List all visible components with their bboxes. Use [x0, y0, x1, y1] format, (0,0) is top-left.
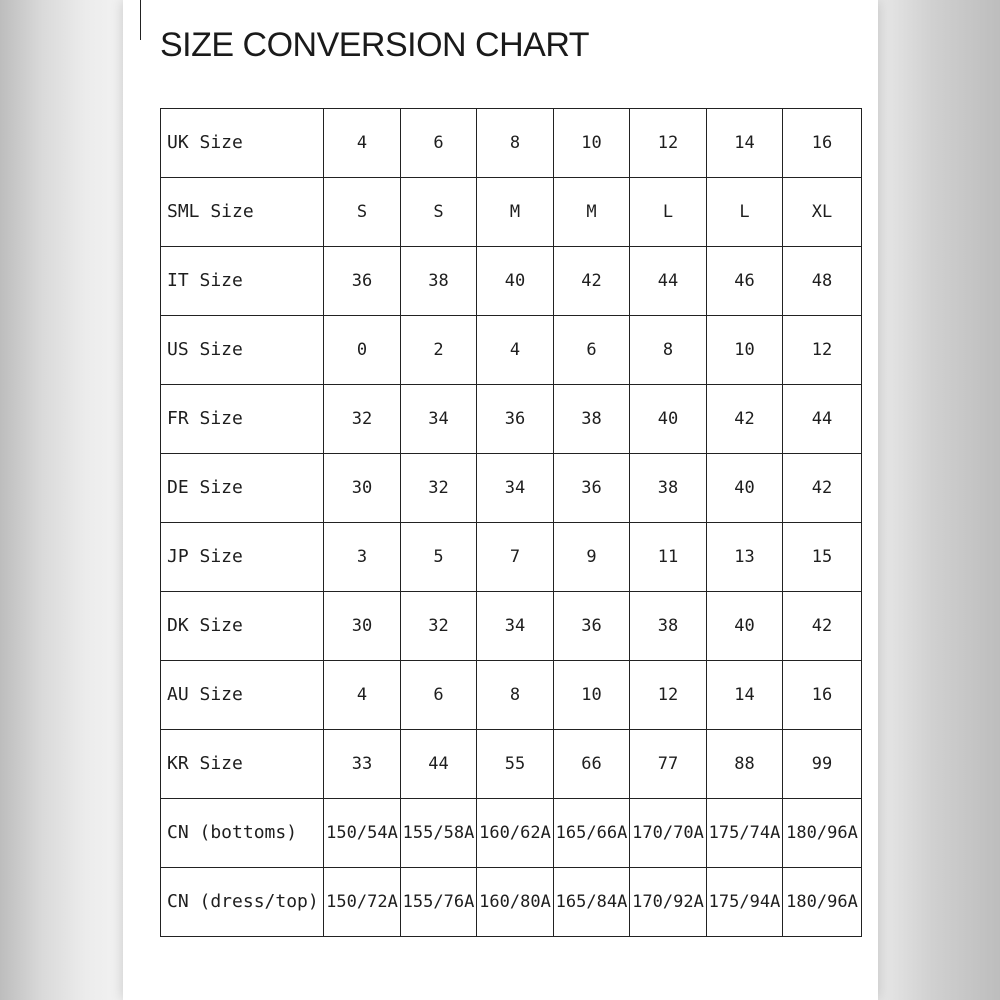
size-cell — [783, 661, 862, 730]
size-value: 33 — [351, 754, 373, 774]
size-cell — [783, 523, 862, 592]
row-label: CN (dress/top) — [167, 891, 319, 912]
size-value: 66 — [581, 754, 602, 774]
row-label: DK Size — [167, 615, 243, 636]
size-value: 160/62A — [479, 823, 551, 843]
size-value: 42 — [734, 409, 755, 429]
size-value: 40 — [504, 271, 526, 291]
size-cell — [630, 868, 707, 937]
size-value: 4 — [509, 340, 521, 360]
size-value: 175/74A — [708, 823, 781, 843]
size-cell — [783, 178, 862, 247]
size-value: M — [509, 202, 521, 222]
size-value: 42 — [811, 478, 833, 498]
row-label: DE Size — [167, 477, 243, 498]
size-value: 36 — [581, 478, 602, 498]
row-label: SML Size — [167, 201, 254, 222]
size-value: 16 — [811, 133, 833, 153]
size-value: 14 — [734, 133, 755, 153]
size-value: 13 — [734, 547, 755, 567]
size-cell — [630, 454, 707, 523]
size-cell — [554, 592, 630, 661]
size-cell — [783, 454, 862, 523]
size-cell — [554, 178, 630, 247]
size-value: 16 — [811, 685, 833, 705]
size-value: S — [356, 202, 368, 222]
size-value: 40 — [657, 409, 679, 429]
size-cell — [324, 661, 401, 730]
size-value: 170/70A — [632, 823, 704, 843]
size-cell — [324, 109, 401, 178]
decorative-rule — [140, 0, 141, 40]
size-value: 8 — [662, 340, 674, 360]
row-label-cell — [161, 385, 324, 454]
size-cell — [630, 247, 707, 316]
size-value: 34 — [428, 409, 449, 429]
size-cell — [401, 592, 477, 661]
size-value: 175/94A — [708, 892, 781, 912]
size-value: 150/72A — [326, 892, 398, 912]
size-cell — [554, 661, 630, 730]
size-cell — [707, 661, 783, 730]
background-right-panel — [878, 0, 1000, 1000]
size-cell — [477, 868, 554, 937]
row-label: KR Size — [167, 753, 243, 774]
size-cell — [477, 661, 554, 730]
size-cell — [630, 799, 707, 868]
row-label-cell — [161, 109, 324, 178]
size-cell — [783, 247, 862, 316]
table-row — [161, 592, 862, 661]
size-cell — [401, 454, 477, 523]
size-value: 30 — [351, 478, 373, 498]
size-cell — [554, 523, 630, 592]
size-value: 165/66A — [555, 823, 628, 843]
size-cell — [477, 523, 554, 592]
size-value: 55 — [504, 754, 526, 774]
size-value: 165/84A — [555, 892, 628, 912]
size-value: 8 — [509, 685, 521, 705]
table-body — [161, 109, 862, 937]
size-cell — [324, 592, 401, 661]
size-cell — [401, 247, 477, 316]
size-cell — [707, 247, 783, 316]
size-value: 36 — [581, 616, 602, 636]
size-cell — [630, 523, 707, 592]
size-value: 3 — [356, 547, 368, 567]
size-value: 38 — [657, 478, 679, 498]
size-value: S — [433, 202, 444, 222]
row-label: IT Size — [167, 270, 243, 291]
size-cell — [707, 178, 783, 247]
size-value: 30 — [351, 616, 373, 636]
size-cell — [630, 730, 707, 799]
size-cell — [324, 247, 401, 316]
size-value: 15 — [811, 547, 833, 567]
size-cell — [401, 316, 477, 385]
size-cell — [401, 661, 477, 730]
size-cell — [477, 799, 554, 868]
size-value: 46 — [734, 271, 755, 291]
size-value: XL — [811, 202, 833, 222]
size-value: 155/58A — [402, 823, 475, 843]
size-value: 0 — [356, 340, 368, 360]
size-conversion-table — [160, 108, 862, 937]
size-cell — [783, 385, 862, 454]
size-cell — [707, 523, 783, 592]
row-label: UK Size — [167, 132, 243, 153]
size-cell — [324, 799, 401, 868]
size-value: 6 — [433, 133, 444, 153]
size-value: 36 — [351, 271, 373, 291]
size-value: 10 — [734, 340, 755, 360]
table-row — [161, 109, 862, 178]
size-value: 160/80A — [479, 892, 551, 912]
table-row — [161, 661, 862, 730]
size-cell — [477, 454, 554, 523]
size-value: 42 — [811, 616, 833, 636]
table-row — [161, 454, 862, 523]
size-cell — [630, 316, 707, 385]
size-cell — [707, 454, 783, 523]
size-value: 77 — [657, 754, 679, 774]
size-cell — [783, 316, 862, 385]
size-value: 44 — [811, 409, 833, 429]
size-value: 14 — [734, 685, 755, 705]
size-value: 170/92A — [632, 892, 704, 912]
size-cell — [707, 592, 783, 661]
size-cell — [401, 523, 477, 592]
size-cell — [324, 178, 401, 247]
size-cell — [630, 109, 707, 178]
size-value: 4 — [356, 685, 368, 705]
size-cell — [630, 661, 707, 730]
size-value: 12 — [657, 685, 679, 705]
size-value: 99 — [811, 754, 833, 774]
size-value: 12 — [657, 133, 679, 153]
size-value: 180/96A — [786, 892, 858, 912]
size-value: 40 — [734, 478, 755, 498]
size-value: 11 — [657, 547, 679, 567]
row-label-cell — [161, 730, 324, 799]
row-label-cell — [161, 316, 324, 385]
size-value: 48 — [811, 271, 833, 291]
size-cell — [554, 316, 630, 385]
size-cell — [707, 109, 783, 178]
size-value: 42 — [581, 271, 602, 291]
size-cell — [477, 385, 554, 454]
size-cell — [554, 730, 630, 799]
size-cell — [477, 316, 554, 385]
table-row — [161, 178, 862, 247]
size-value: 150/54A — [326, 823, 398, 843]
size-cell — [324, 454, 401, 523]
size-cell — [707, 868, 783, 937]
size-cell — [783, 868, 862, 937]
size-value: 8 — [509, 133, 521, 153]
background-left-panel — [0, 0, 123, 1000]
size-value: 44 — [428, 754, 449, 774]
size-value: M — [586, 202, 597, 222]
size-value: 32 — [428, 478, 449, 498]
size-value: 9 — [586, 547, 597, 567]
row-label-cell — [161, 454, 324, 523]
row-label-cell — [161, 178, 324, 247]
size-cell — [783, 730, 862, 799]
row-label: JP Size — [167, 546, 243, 567]
size-cell — [630, 385, 707, 454]
table-row — [161, 799, 862, 868]
table-row — [161, 385, 862, 454]
size-cell — [324, 316, 401, 385]
size-cell — [630, 178, 707, 247]
size-cell — [324, 868, 401, 937]
size-cell — [554, 868, 630, 937]
size-cell — [477, 247, 554, 316]
size-value: 12 — [811, 340, 833, 360]
size-cell — [401, 799, 477, 868]
size-value: 6 — [586, 340, 597, 360]
row-label-cell — [161, 661, 324, 730]
row-label: CN (bottoms) — [167, 822, 298, 843]
table-row — [161, 316, 862, 385]
size-cell — [401, 730, 477, 799]
size-cell — [324, 730, 401, 799]
size-value: 88 — [734, 754, 755, 774]
size-value: 32 — [351, 409, 373, 429]
size-value: 7 — [509, 547, 521, 567]
size-cell — [477, 109, 554, 178]
row-label-cell — [161, 592, 324, 661]
size-cell — [477, 730, 554, 799]
size-value: 38 — [581, 409, 602, 429]
size-cell — [554, 247, 630, 316]
table-row — [161, 247, 862, 316]
size-value: 2 — [433, 340, 444, 360]
row-label-cell — [161, 868, 324, 937]
size-cell — [554, 454, 630, 523]
size-value: 36 — [504, 409, 526, 429]
size-value: 34 — [504, 478, 526, 498]
size-cell — [707, 799, 783, 868]
size-cell — [707, 316, 783, 385]
size-cell — [401, 385, 477, 454]
size-cell — [783, 592, 862, 661]
size-value: 32 — [428, 616, 449, 636]
size-cell — [401, 109, 477, 178]
size-value: 5 — [433, 547, 444, 567]
size-cell — [783, 799, 862, 868]
size-value: 10 — [581, 685, 602, 705]
size-value: 40 — [734, 616, 755, 636]
size-cell — [401, 178, 477, 247]
table-row — [161, 730, 862, 799]
row-label-cell — [161, 799, 324, 868]
size-cell — [630, 592, 707, 661]
size-value: 34 — [504, 616, 526, 636]
size-value: 155/76A — [402, 892, 475, 912]
row-label: FR Size — [167, 408, 243, 429]
size-value: 38 — [657, 616, 679, 636]
size-cell — [707, 730, 783, 799]
table-row — [161, 868, 862, 937]
size-value: L — [662, 202, 674, 222]
page-title: SIZE CONVERSION CHART — [160, 26, 590, 64]
size-cell — [707, 385, 783, 454]
size-value: 4 — [356, 133, 368, 153]
size-cell — [783, 109, 862, 178]
size-cell — [554, 799, 630, 868]
size-cell — [324, 385, 401, 454]
size-value: 10 — [581, 133, 602, 153]
size-cell — [477, 178, 554, 247]
row-label-cell — [161, 247, 324, 316]
size-cell — [324, 523, 401, 592]
size-value: 6 — [433, 685, 444, 705]
size-value: 180/96A — [786, 823, 858, 843]
size-value: L — [739, 202, 750, 222]
row-label: US Size — [167, 339, 243, 360]
size-cell — [554, 385, 630, 454]
table-row — [161, 523, 862, 592]
size-cell — [401, 868, 477, 937]
size-value: 38 — [428, 271, 449, 291]
row-label: AU Size — [167, 684, 243, 705]
size-value: 44 — [657, 271, 679, 291]
size-cell — [477, 592, 554, 661]
size-cell — [554, 109, 630, 178]
row-label-cell — [161, 523, 324, 592]
